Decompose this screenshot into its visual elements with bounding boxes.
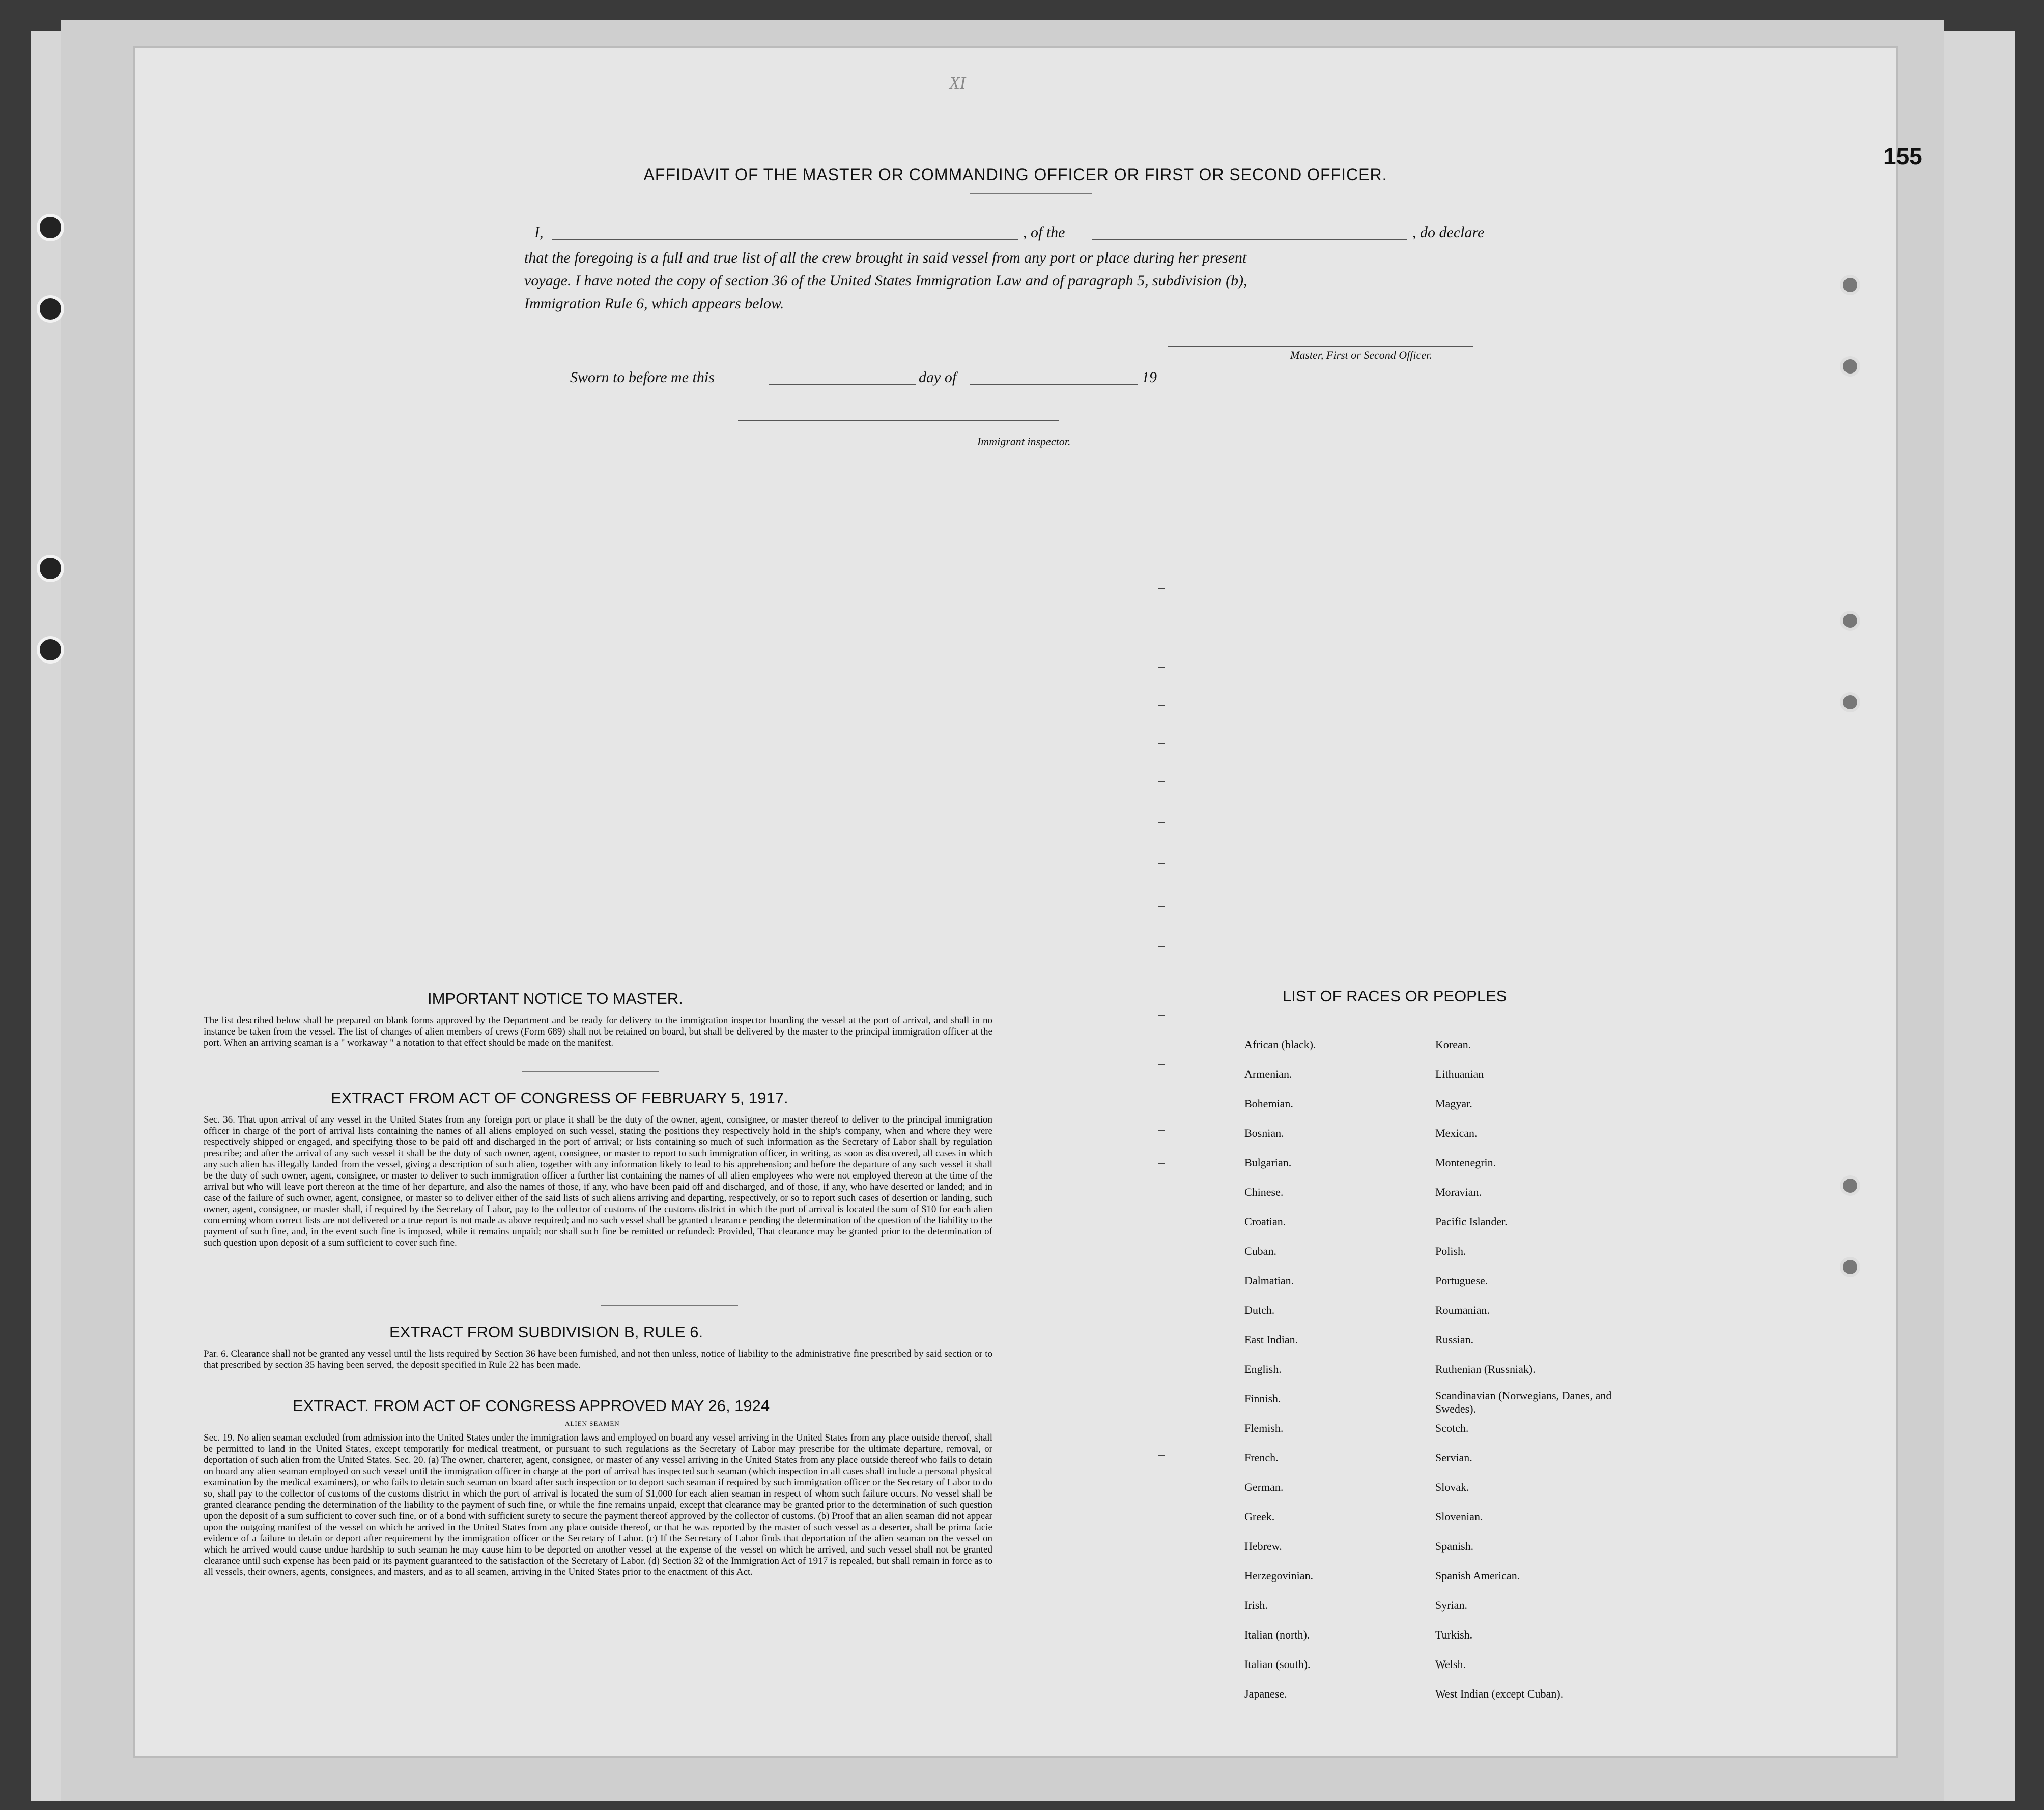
race-item: Montenegrin. xyxy=(1435,1156,1496,1169)
race-item: Armenian. xyxy=(1244,1068,1292,1080)
binder-hole xyxy=(1840,1175,1860,1196)
races-title: LIST OF RACES OR PEOPLES xyxy=(1283,987,1507,1005)
race-item: Finnish. xyxy=(1244,1392,1281,1405)
race-item: Irish. xyxy=(1244,1599,1268,1612)
race-item: Italian (south). xyxy=(1244,1658,1311,1671)
notice-title: IMPORTANT NOTICE TO MASTER. xyxy=(428,990,683,1008)
name-field[interactable] xyxy=(552,239,1018,240)
affidavit-of-the-label: , of the xyxy=(1023,224,1065,241)
race-item: Scotch. xyxy=(1435,1422,1469,1434)
sworn-label: Sworn to before me this xyxy=(570,369,715,386)
affidavit-declare-label: , do declare xyxy=(1412,224,1485,241)
race-item: Dutch. xyxy=(1244,1304,1275,1316)
race-item: German. xyxy=(1244,1481,1284,1493)
affidavit-title: AFFIDAVIT OF THE MASTER OR COMMANDING OFFICER OR FIRST OR SECOND OFFICER. xyxy=(643,165,1387,184)
race-item: Welsh. xyxy=(1435,1658,1466,1671)
race-item: Polish. xyxy=(1435,1245,1466,1257)
race-item: English. xyxy=(1244,1363,1282,1375)
dash-mark xyxy=(1158,946,1165,947)
race-item: Bosnian. xyxy=(1244,1127,1284,1139)
right-stamp: 155 xyxy=(1883,143,1922,169)
binder-hole xyxy=(1840,356,1860,377)
race-item: Russian. xyxy=(1435,1333,1474,1346)
race-item: Servian. xyxy=(1435,1451,1472,1464)
race-item: French. xyxy=(1244,1451,1279,1464)
dash-mark xyxy=(1158,1455,1165,1456)
race-item: Cuban. xyxy=(1244,1245,1276,1257)
race-item: Spanish. xyxy=(1435,1540,1474,1553)
binder-hole xyxy=(37,214,64,241)
document-page xyxy=(135,48,1896,1756)
race-item: Slovenian. xyxy=(1435,1510,1483,1523)
race-item: Slovak. xyxy=(1435,1481,1469,1493)
race-item: Spanish American. xyxy=(1435,1569,1520,1582)
extract-rule6-body: Par. 6. Clearance shall not be granted any vessel until the lists required by Section 36 have been furnished, and not then unless, notice of liability to the administrative fine prescribed by said section or to that prescribed by section 35 having been served, the deposit specified in Rule 22 has been made. xyxy=(204,1348,992,1370)
affidavit-line-2: that the foregoing is a full and true list of all the crew brought in said vessel from any port or place during her present xyxy=(524,249,1247,266)
race-item: Japanese. xyxy=(1244,1687,1287,1700)
divider xyxy=(601,1305,738,1306)
race-item: Dalmatian. xyxy=(1244,1274,1294,1287)
signature-label: Master, First or Second Officer. xyxy=(1290,349,1432,361)
top-scribble: XI xyxy=(949,74,966,93)
dash-mark xyxy=(1158,906,1165,907)
race-item: Flemish. xyxy=(1244,1422,1284,1434)
race-item: Herzegovinian. xyxy=(1244,1569,1313,1582)
race-item: Bulgarian. xyxy=(1244,1156,1292,1169)
dash-mark xyxy=(1158,1015,1165,1016)
affidavit-line-3: voyage. I have noted the copy of section 36 of the United States Immigration Law and of paragraph 5, subdivision (b), xyxy=(524,272,1247,289)
binder-hole xyxy=(1840,1257,1860,1277)
binder-hole xyxy=(1840,611,1860,631)
signature-field[interactable] xyxy=(1168,346,1473,347)
dash-mark xyxy=(1158,1130,1165,1131)
race-item: Chinese. xyxy=(1244,1186,1284,1198)
dash-mark xyxy=(1158,588,1165,589)
divider xyxy=(522,1071,659,1072)
vessel-field[interactable] xyxy=(1092,239,1407,240)
race-item: Turkish. xyxy=(1435,1628,1473,1641)
extract-1924-body: Sec. 19. No alien seaman excluded from admission into the United States under the immigration laws and employed on board any vessel arriving in the United States from any place outside thereof, shall be permitted to land in the United States, except temporarily for medical treatment, or pursuant to such regulations as the Secretary of Labor may prescribe for the ultimate departure, removal, or deportation of such alien from the United States. Sec. 20. (a) The owner, charterer, agent, consignee, or master of any vessel arriving in the United States from any place outside thereof who fails to detain on board any alien seaman employed on such vessel until the immigration officer in charge at the port of arrival has inspected such seaman (which inspection in all cases shall include a personal physical examination by the medical examiners), or who fails to detain such seaman on board after such inspection or to deport such seaman if required by such immigration officer or the Secretary of Labor to do so, shall pay to the collector of customs of the customs district in which the port of arrival is located the sum of $1,000 for each alien seaman in respect of whom such failure occurs. No vessel shall be granted clearance pending the determination of the liability to the payment of such fine, or while the fine remains unpaid, except that clearance may be granted prior to the determination of such question upon the deposit of a sum sufficient to cover such fine, or of a bond with sufficient surety to secure the payment thereof approved by the collector of customs. (b) Proof that an alien seaman did not appear upon the outgoing manifest of the vessel on which he arrived in the United States from any place outside thereof, or that he was reported by the master of such vessel as a deserter, shall be prima facie evidence of a failure to detain or deport after requirement by the immigration officer or the Secretary of Labor. (c) If the Secretary of Labor finds that deportation of the alien seaman on the vessel on which he arrived would cause undue hardship to such seaman he may cause him to be deported on another vessel at the expense of the vessel on which he arrived, and such vessel shall not be granted clearance until such expense has been paid or its payment guaranteed to the satisfaction of the Secretary of Labor. (d) Section 32 of the Immigration Act of 1917 is repealed, but shall remain in force as to all vessels, their owners, agents, consignees, and masters, and as to all seamen, arriving in the United States prior to the enactment of this Act. xyxy=(204,1432,992,1577)
race-item: Moravian. xyxy=(1435,1186,1482,1198)
dash-mark xyxy=(1158,822,1165,823)
race-item: Syrian. xyxy=(1435,1599,1467,1612)
race-item: Mexican. xyxy=(1435,1127,1478,1139)
extract-1924-subtitle: ALIEN SEAMEN xyxy=(565,1420,620,1427)
race-item: Bohemian. xyxy=(1244,1097,1293,1110)
binder-hole xyxy=(37,555,64,582)
extract-rule6-title: EXTRACT FROM SUBDIVISION B, RULE 6. xyxy=(389,1323,703,1341)
binder-hole xyxy=(1840,275,1860,295)
dash-mark xyxy=(1158,781,1165,782)
race-item: Portuguese. xyxy=(1435,1274,1488,1287)
dash-mark xyxy=(1158,1163,1165,1164)
day-of-label: day of xyxy=(919,369,957,386)
race-item: Scandinavian (Norwegians, Danes, and Swedes). xyxy=(1435,1389,1612,1415)
race-item: Pacific Islander. xyxy=(1435,1215,1508,1228)
dash-mark xyxy=(1158,1064,1165,1065)
year-label: 19 xyxy=(1142,369,1157,386)
binder-hole xyxy=(1840,692,1860,712)
dash-mark xyxy=(1158,667,1165,668)
extract-1917-title: EXTRACT FROM ACT OF CONGRESS OF FEBRUARY 5, 1917. xyxy=(331,1089,788,1107)
divider xyxy=(970,193,1092,194)
race-item: Lithuanian xyxy=(1435,1068,1484,1080)
binder-hole xyxy=(37,295,64,323)
race-item: West Indian (except Cuban). xyxy=(1435,1687,1564,1700)
dash-mark xyxy=(1158,743,1165,744)
race-item: East Indian. xyxy=(1244,1333,1298,1346)
dash-mark xyxy=(1158,863,1165,864)
day-field[interactable] xyxy=(769,384,916,385)
affidavit-line-4: Immigration Rule 6, which appears below. xyxy=(524,295,784,312)
race-item: Magyar. xyxy=(1435,1097,1472,1110)
inspector-label: Immigrant inspector. xyxy=(977,435,1071,448)
binder-hole xyxy=(37,636,64,664)
race-item: Italian (north). xyxy=(1244,1628,1310,1641)
race-item: Croatian. xyxy=(1244,1215,1286,1228)
race-item: Hebrew. xyxy=(1244,1540,1282,1553)
affidavit-i-label: I, xyxy=(534,224,544,241)
race-item: Roumanian. xyxy=(1435,1304,1490,1316)
extract-1924-title: EXTRACT. FROM ACT OF CONGRESS APPROVED MAY 26, 1924 xyxy=(293,1397,770,1415)
month-field[interactable] xyxy=(970,384,1138,385)
race-item: Korean. xyxy=(1435,1038,1471,1051)
race-item: Ruthenian (Russniak). xyxy=(1435,1363,1536,1375)
inspector-signature-field[interactable] xyxy=(738,420,1059,421)
race-item: Greek. xyxy=(1244,1510,1275,1523)
race-item: African (black). xyxy=(1244,1038,1316,1051)
extract-1917-body: Sec. 36. That upon arrival of any vessel in the United States from any foreign port or place it shall be the duty of the owner, agent, consignee, or master thereof to deliver to the principal immigration officer in charge of the port of arrival lists containing the names of all aliens employed on such vessel, stating the positions they respectively hold in the ship's company, when and where they were respectively shipped or engaged, and specifying those to be paid off and discharged in the port of arrival; or lists containing so much of such information as the Secretary of Labor shall by regulation prescribe; and after the arrival of any such vessel it shall be the duty of such owner, agent, consignee, or master to report to such immigration officer, in writing, as soon as discovered, all cases in which any such alien has illegally landed from the vessel, giving a description of such alien, together with any information likely to lead to his apprehension; and before the departure of any such vessel it shall be the duty of such owner, agent, consignee, or master to deliver to such immigration officer a further list containing the names of all alien employees who were not employed thereon at the time of the arrival but who will leave port thereon at the time of her departure, and also the names of those, if any, who have been paid off and discharged, and of those, if any, who have deserted or landed; and in case of the failure of such owner, agent, consignee, or master so to deliver either of the said lists of such aliens arriving and departing, respectively, or so to report such cases of desertion or landing, such owner, agent, consignee, or master shall, if required by the Secretary of Labor, pay to the collector of customs of the customs district in which the port of arrival is located the sum of $10 for each alien concerning whom correct lists are not delivered or a true report is not made as above required; and no such vessel shall be granted clearance pending the determination of the question of the liability to the payment of such fine, and, in the event such fine is imposed, while it remains unpaid; nor shall such fine be remitted or refunded: Provided, That clearance may be granted prior to the determination of such question upon deposit of a sum sufficient to cover such fine. xyxy=(204,1114,992,1248)
dash-mark xyxy=(1158,705,1165,706)
notice-body: The list described below shall be prepared on blank forms approved by the Department and be ready for delivery to the immigration inspector boarding the vessel at the port of arrival, and shall in no instance be taken from the vessel. The list of changes of alien members of crews (Form 689) shall not be retained on board, but shall be delivered by the master to the principal immigration officer at the port. When an arriving seaman is a " workaway " a notation to that effect should be made on the manifest. xyxy=(204,1015,992,1048)
